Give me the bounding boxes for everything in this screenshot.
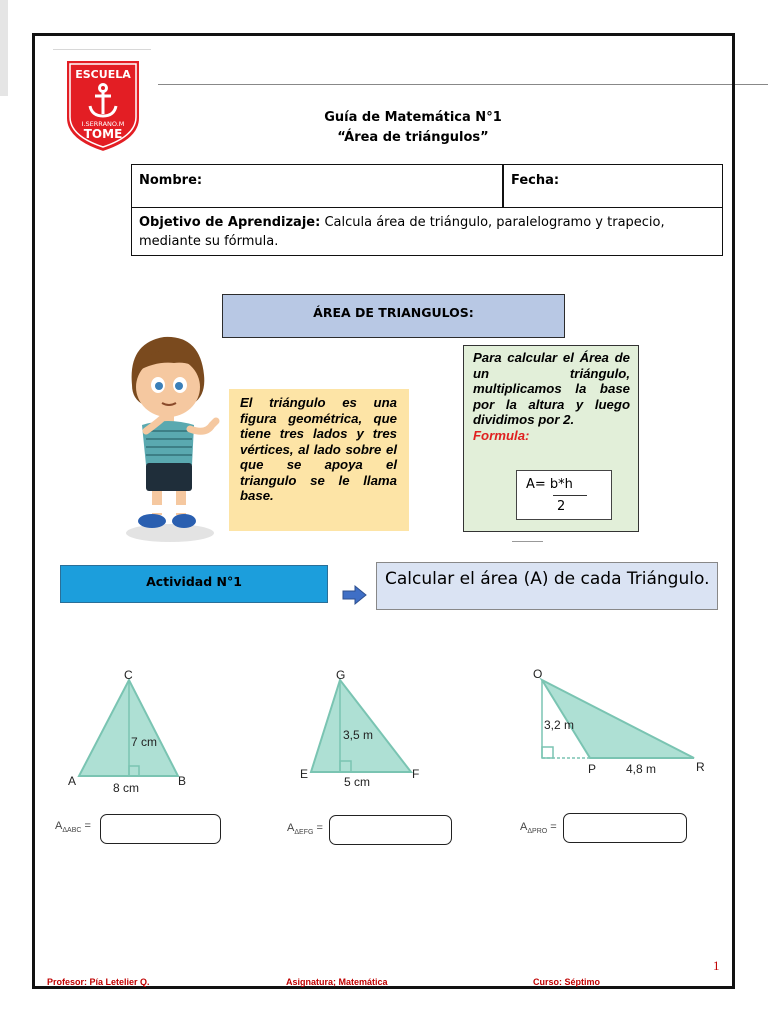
logo-school-top: ESCUELA — [75, 68, 131, 81]
vertex-b-label: B — [178, 774, 187, 788]
answer-input-efg[interactable] — [329, 815, 452, 845]
answer-label-efg: $A_{\Delta EFG}$ = — [287, 822, 323, 837]
formula-label: Formula: — [473, 427, 530, 443]
objective — [139, 213, 709, 251]
arrow-right-icon — [342, 584, 368, 606]
vertex-g-label: G — [336, 668, 346, 682]
triangles-figure — [0, 650, 768, 810]
answer-input-abc[interactable] — [100, 814, 221, 844]
thinking-boy-illustration — [120, 325, 220, 545]
date-label: Fecha: — [511, 173, 560, 188]
footer-course: Curso: Séptimo — [533, 977, 601, 987]
fraction-bar — [553, 495, 587, 496]
logo-school-small: I.SERRANO.M — [81, 120, 125, 128]
info-row — [132, 165, 722, 208]
answer-input-pro[interactable] — [563, 813, 687, 843]
triangle-efg — [300, 668, 419, 789]
vertex-r-label: R — [696, 760, 705, 774]
base-label-opr: 4,8 m — [626, 762, 657, 776]
triangle-opr — [533, 667, 705, 776]
page-number: 1 — [713, 958, 720, 973]
height-label-opr: 3,2 m — [544, 718, 575, 732]
vertex-a-label: A — [68, 774, 77, 788]
height-label-abc: 7 cm — [131, 735, 158, 749]
triangle-definition: El triángulo es una figura geométrica, que tiene tres lados y tres vértices, al lado sobre el que se apoya el triangulo se le llama base. — [229, 389, 409, 531]
formula-fraction — [516, 470, 612, 520]
height-label-efg: 3,5 m — [343, 728, 374, 742]
objective-label: Objetivo de Aprendizaje: — [139, 215, 321, 230]
formula-numerator: A= b*h — [526, 477, 573, 492]
left-edge-tab — [0, 0, 8, 96]
triangle-abc — [68, 668, 186, 795]
base-label-abc: 8 cm — [113, 781, 140, 795]
section-title: ÁREA DE TRIANGULOS: — [222, 294, 565, 338]
student-info-table — [131, 164, 723, 256]
page-subtitle: “Área de triángulos” — [337, 130, 489, 145]
base-label-efg: 5 cm — [344, 775, 371, 789]
page-title: Guía de Matemática N°1 — [324, 110, 502, 125]
footer-subject: Asignatura; Matemática — [286, 977, 388, 987]
formula-explanation: Para calcular el Área de un triángulo, multiplicamos la base por la altura y luego dividimos por 2. — [473, 350, 630, 427]
name-label: Nombre: — [139, 173, 203, 188]
vertex-o-label: O — [533, 667, 543, 681]
vertex-c-label: C — [124, 668, 133, 682]
vertex-e-label: E — [300, 767, 309, 781]
small-divider — [512, 541, 543, 542]
answer-label-pro: $A_{\Delta PRO}$ = — [520, 821, 557, 836]
logo-school-bottom: TOME — [83, 127, 123, 141]
school-logo — [62, 56, 144, 154]
info-divider — [502, 165, 504, 208]
vertex-f-label: F — [412, 767, 420, 781]
vertex-p-label: P — [588, 762, 597, 776]
activity-task: Calcular el área (A) de cada Triángulo. — [376, 562, 718, 610]
answer-label-abc: $A_{\Delta ABC}$ = — [55, 820, 91, 835]
activity-label: Actividad N°1 — [60, 565, 328, 603]
objective-text: Calcula área de triángulo, paralelogramo y trapecio, mediante su fórmula. — [139, 215, 665, 249]
footer-teacher: Profesor: Pía Letelier Q. — [47, 977, 150, 987]
formula-denominator: 2 — [557, 499, 566, 514]
